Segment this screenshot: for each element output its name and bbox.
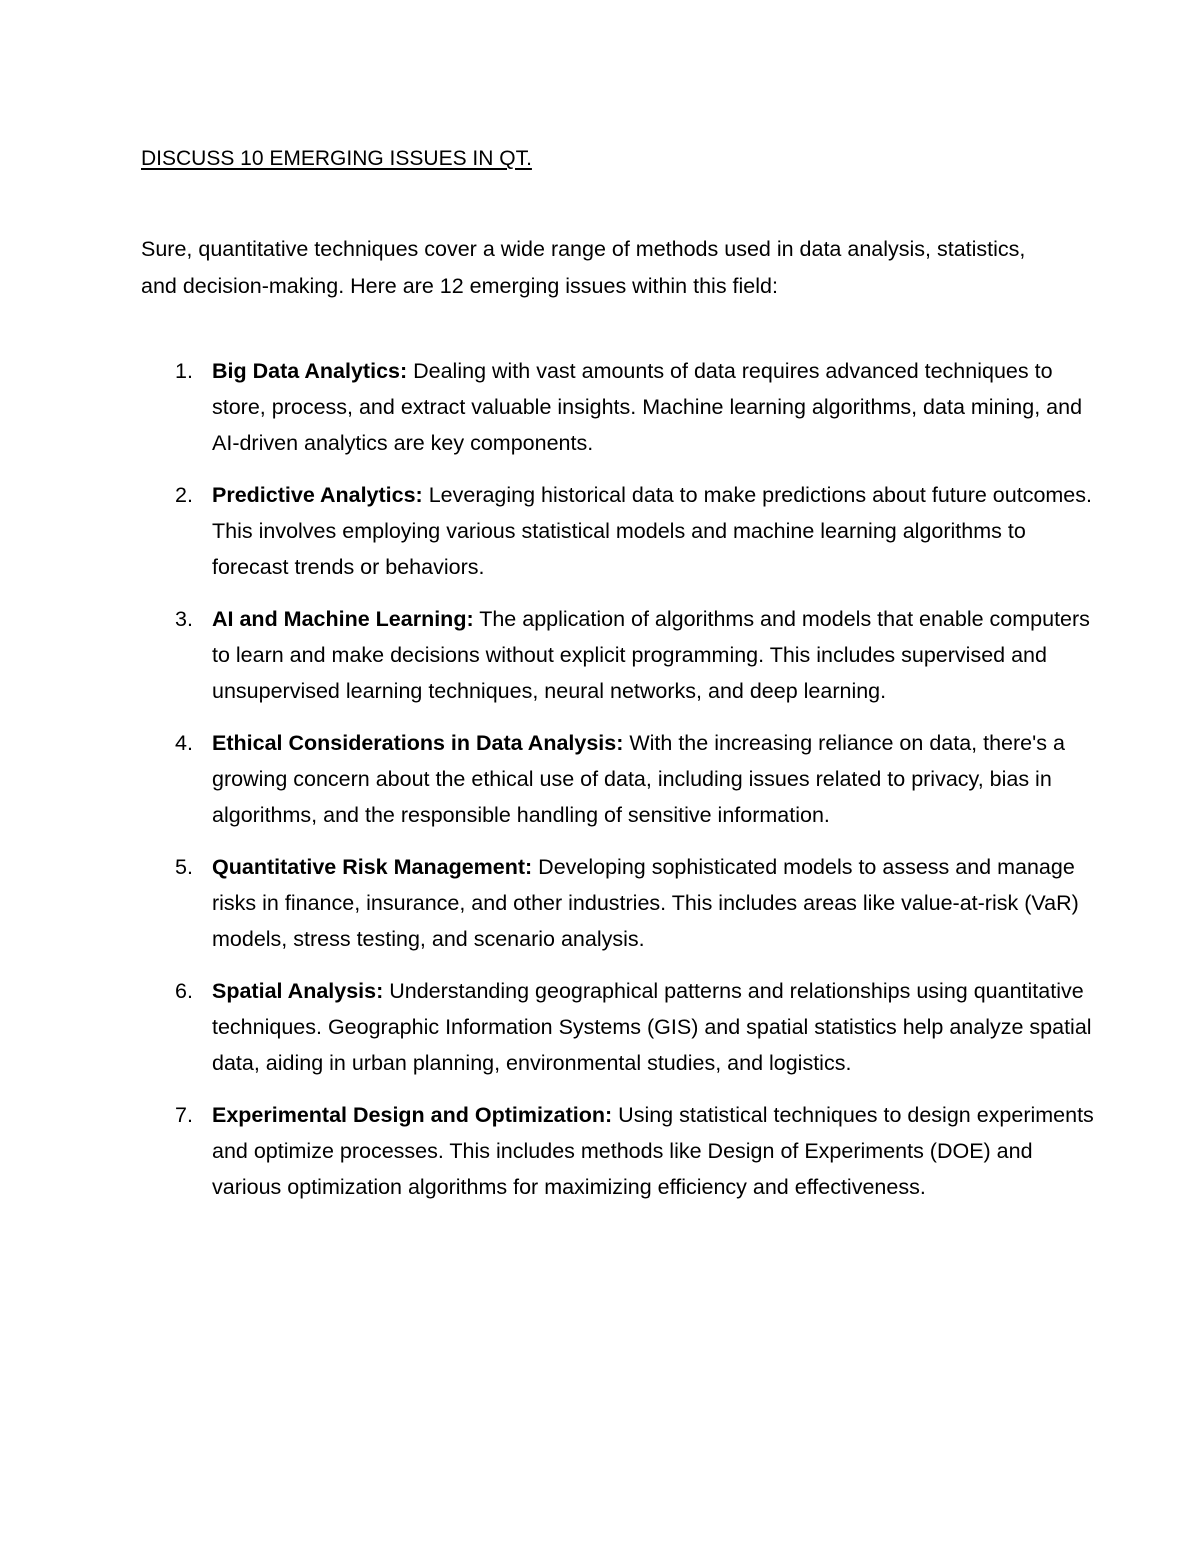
- list-item-number: 2.: [175, 483, 193, 507]
- list-item-title: Quantitative Risk Management:: [212, 855, 533, 879]
- list-item: [141, 353, 1101, 461]
- list-item-number: 7.: [175, 1103, 193, 1127]
- list-item: [141, 973, 1101, 1081]
- list-item-title: Predictive Analytics:: [212, 483, 423, 507]
- list-item-title: AI and Machine Learning:: [212, 607, 474, 631]
- list-item-title: Experimental Design and Optimization:: [212, 1103, 613, 1127]
- list-item-number: 4.: [175, 731, 193, 755]
- list-item-text: Dealing with vast amounts of data requires advanced techniques to store, process, and extract valuable insights. Machine learning algorithms, data mining, and AI-driven analytics are key components.: [212, 359, 1083, 455]
- list-item-text: With the increasing reliance on data, there's a growing concern about the ethical use of data, including issues related to privacy, bias in algorithms, and the responsible handling of sensitive information.: [212, 731, 1065, 827]
- list-item-number: 1.: [175, 359, 193, 383]
- list-item: [141, 477, 1101, 585]
- list-item-text: Understanding geographical patterns and relationships using quantitative techniques. Geographic Information Systems (GIS) and spatial statistics help analyze spatial data, aiding in urban planning, environmental studies, and logistics.: [212, 979, 1092, 1075]
- list-item-title: Ethical Considerations in Data Analysis:: [212, 731, 624, 755]
- list-item-number: 6.: [175, 979, 193, 1003]
- list-item-title: Big Data Analytics:: [212, 359, 408, 383]
- list-item-number: 5.: [175, 855, 193, 879]
- document-heading: DISCUSS 10 EMERGING ISSUES IN QT.: [141, 147, 532, 170]
- list-item-text: Developing sophisticated models to assess and manage risks in finance, insurance, and other industries. This includes areas like value-at-risk (VaR) models, stress testing, and scenario analysis.: [212, 855, 1079, 951]
- list-item-text: The application of algorithms and models that enable computers to learn and make decisions without explicit programming. This includes supervised and unsupervised learning techniques, neural networks, and deep learning.: [212, 607, 1090, 703]
- list-item: [141, 725, 1101, 833]
- list-item-text: Leveraging historical data to make predictions about future outcomes. This involves employing various statistical models and machine learning algorithms to forecast trends or behaviors.: [212, 483, 1092, 579]
- list-item: [141, 1097, 1101, 1205]
- intro-paragraph: Sure, quantitative techniques cover a wide range of methods used in data analysis, statistics, and decision-making. Here are 12 emerging issues within this field:: [141, 237, 1026, 298]
- list-item: [141, 601, 1101, 709]
- list-item-number: 3.: [175, 607, 193, 631]
- issues-list: [141, 353, 1101, 1221]
- list-item-title: Spatial Analysis:: [212, 979, 384, 1003]
- list-item: [141, 849, 1101, 957]
- list-item-text: Using statistical techniques to design experiments and optimize processes. This includes methods like Design of Experiments (DOE) and various optimization algorithms for maximizing efficiency and effectiveness.: [212, 1103, 1094, 1199]
